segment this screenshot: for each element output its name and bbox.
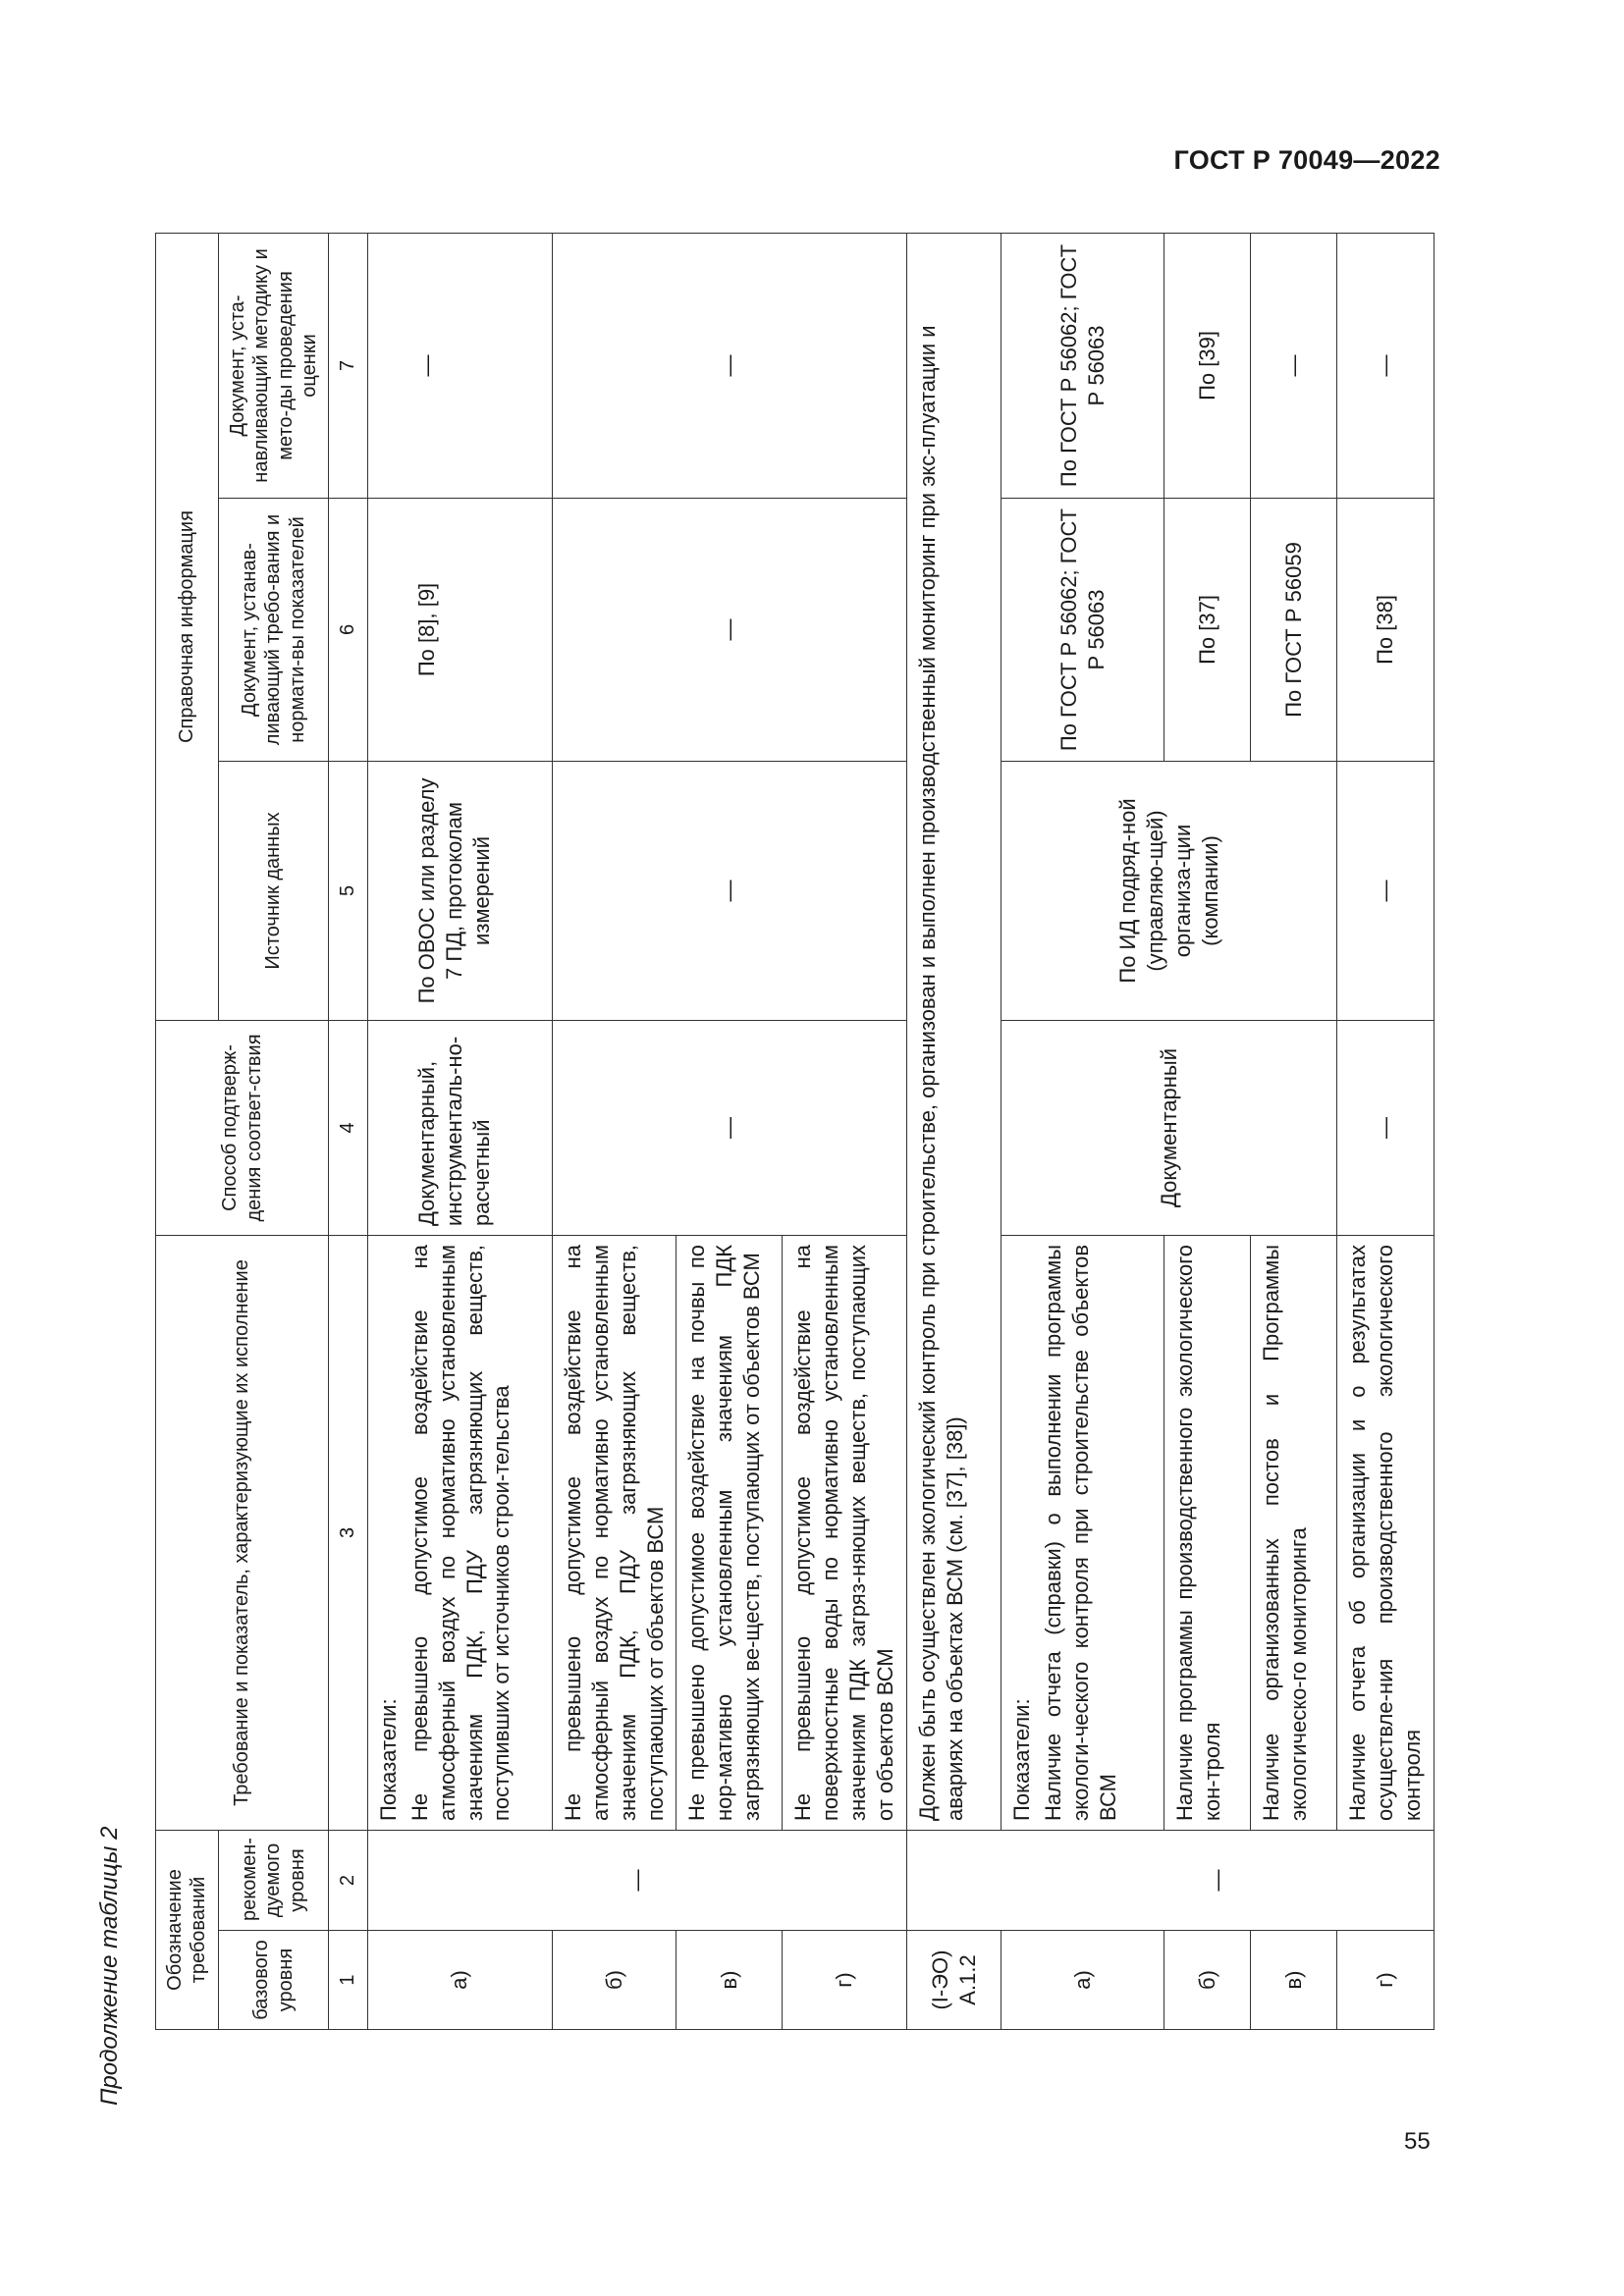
req-document-cell: По [37]	[1164, 498, 1251, 761]
table-row	[1337, 233, 1435, 2029]
column-number: 7	[329, 233, 367, 498]
method-document-cell: По [39]	[1164, 233, 1251, 498]
column-number: 4	[329, 1020, 367, 1235]
requirement-cell	[1001, 1235, 1164, 1830]
req-document-cell: По [38]	[1337, 498, 1435, 761]
method-document-cell: —	[552, 233, 907, 498]
base-level-cell: г)	[783, 1931, 907, 2030]
indicator-text: Не превышено допустимое воздействие на атмосферный воздух по нормативно установленным значениям ПДК, ПДУ загрязняющих веществ, поступивших от источников строи-тельства	[406, 1244, 514, 1821]
recommended-level-cell	[907, 1830, 1001, 1930]
data-source-header: Источник данных	[218, 761, 329, 1020]
data-source-cell: По ОВОС или разделу 7 ПД, протоколам измерений	[367, 761, 552, 1020]
indicator-text: Наличие отчета (справки) о выполнении программы экологи-ческого контроля при строительстве объектов ВСМ	[1041, 1244, 1121, 1821]
confirmation-method-cell: —	[1337, 1020, 1435, 1235]
base-level-cell: в)	[677, 1931, 783, 2030]
method-document-header: Документ, уста-навливающий методику и мето-ды проведения оценки	[218, 233, 329, 498]
recommended-level-cell: —	[367, 1830, 907, 1930]
table-row	[367, 233, 552, 2029]
requirement-cell: Не превышено допустимое воздействие на атмосферный воздух по нормативно установленным значениям ПДК, ПДУ загрязняющих веществ, поступающих от объектов ВСМ	[552, 1235, 677, 1830]
requirement-cell: Наличие отчета об организации и о результатах осуществле-ния производственного экологического контроля	[1337, 1235, 1435, 1830]
rotated-table-container	[155, 234, 1426, 2030]
method-document-cell: —	[1251, 233, 1337, 498]
method-document-cell: По ГОСТ Р 56062; ГОСТ Р 56063	[1001, 233, 1164, 498]
indicators-label: Показатели:	[1009, 1698, 1035, 1821]
requirement-cell: Наличие организованных постов и Программы экологическо-го мониторинга	[1251, 1235, 1337, 1830]
method-document-cell: —	[1337, 233, 1435, 498]
requirement-header: Требование и показатель, характеризующие их исполнение	[156, 1235, 329, 1830]
reference-group-header: Справочная информация	[156, 233, 219, 1020]
column-number: 3	[329, 1235, 367, 1830]
base-level-cell: а)	[1001, 1931, 1164, 2030]
req-document-cell: По ГОСТ Р 56062; ГОСТ Р 56063	[1001, 498, 1164, 761]
table-row	[907, 233, 1001, 2029]
confirmation-method-cell: —	[552, 1020, 907, 1235]
column-number-row	[329, 233, 367, 2029]
column-number: 1	[329, 1931, 367, 2030]
requirement-cell: Не превышено допустимое воздействие на почвы по нор-мативно установленным значениям ПДК загрязняющих ве-ществ, поступающих от объектов ВСМ	[677, 1235, 783, 1830]
column-number: 2	[329, 1830, 367, 1930]
req-document-cell: По [8], [9]	[367, 498, 552, 761]
data-source-cell: —	[552, 761, 907, 1020]
confirmation-method-header: Способ подтверж-дения соответ-ствия	[156, 1020, 329, 1235]
recommended-level-cell: —	[1001, 1830, 1435, 1930]
table-row	[1001, 233, 1164, 2029]
table-row	[552, 233, 677, 2029]
base-level-cell: (I-ЭО) А.1.2	[907, 1931, 1001, 2030]
standard-number: ГОСТ Р 70049—2022	[1173, 145, 1440, 175]
req-document-header: Документ, устанав-ливающий требо-вания и нормати-вы показателей	[218, 498, 329, 761]
table-caption: Продолжение таблицы 2	[96, 1826, 123, 2106]
base-level-cell: б)	[1164, 1931, 1251, 2030]
requirement-cell: Не превышено допустимое воздействие на поверхностные воды по нормативно установленным значениям ПДК загряз-няющих веществ, поступающих от объектов ВСМ	[783, 1235, 907, 1830]
base-level-cell: б)	[552, 1931, 677, 2030]
confirmation-method-cell: Документарный, инструменталь-но-расчетный	[367, 1020, 552, 1235]
data-source-cell: По ИД подряд-ной (управляю-щей) организа-ции (компании)	[1001, 761, 1337, 1020]
req-document-cell: По ГОСТ Р 56059	[1251, 498, 1337, 761]
req-document-cell: —	[552, 498, 907, 761]
indicators-label: Показатели:	[375, 1698, 401, 1821]
recommended-level-header: рекомен-дуемого уровня	[218, 1830, 329, 1930]
confirmation-method-cell: Документарный	[1001, 1020, 1337, 1235]
designation-group-header: Обозначение требований	[156, 1830, 219, 2029]
base-level-cell: в)	[1251, 1931, 1337, 2030]
page-number: 55	[1404, 2128, 1431, 2155]
data-source-cell: —	[1337, 761, 1435, 1020]
requirements-table	[155, 233, 1435, 2030]
base-level-header: базового уровня	[218, 1931, 329, 2030]
header-row-1	[156, 233, 219, 2029]
base-level-cell: а)	[367, 1931, 552, 2030]
requirement-cell: Наличие программы производственного экологического кон-троля	[1164, 1235, 1251, 1830]
column-number: 6	[329, 498, 367, 761]
section-requirement-cell: Должен быть осуществлен экологический контроль при строительстве, организован и выполнен производственный мониторинг при экс-плуатации и авариях на объектах ВСМ (см. [37], [38])	[907, 233, 1001, 1830]
base-level-cell: г)	[1337, 1931, 1435, 2030]
column-number: 5	[329, 761, 367, 1020]
method-document-cell: —	[367, 233, 552, 498]
requirement-cell	[367, 1235, 552, 1830]
